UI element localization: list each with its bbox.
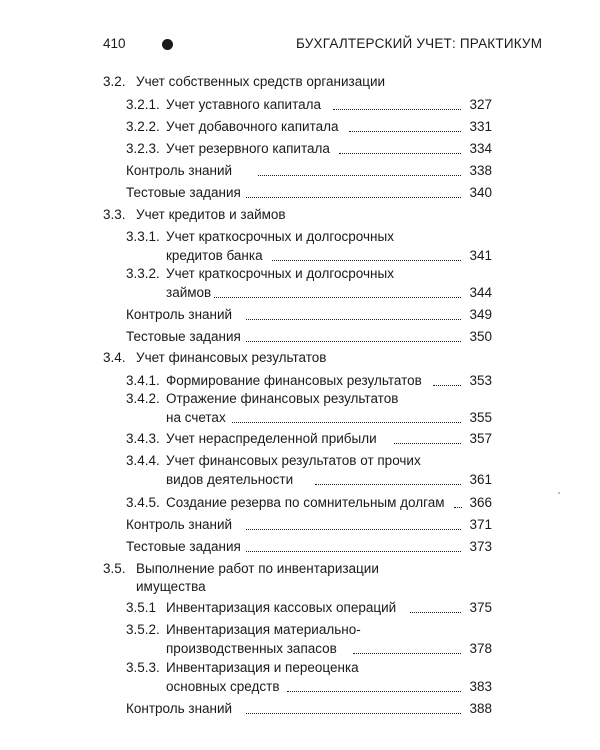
toc-title-continued: на счетах <box>166 410 226 425</box>
toc-number: 3.3.1. <box>126 229 160 244</box>
toc-number: 3.5.2. <box>126 622 160 637</box>
toc-title: Инвентаризация материально- <box>166 622 361 637</box>
toc-page: 344 <box>469 285 492 300</box>
toc-page: 383 <box>469 679 492 694</box>
dot-leader <box>246 527 461 530</box>
toc-page: 366 <box>469 495 492 510</box>
toc-number: 3.4.3. <box>126 431 160 446</box>
toc-title: Тестовые задания <box>126 539 241 554</box>
dot-leader <box>246 339 461 342</box>
dot-leader <box>339 151 461 154</box>
toc-title: Контроль знаний <box>126 163 233 178</box>
toc-number: 3.2.2. <box>126 119 160 134</box>
toc-title: Контроль знаний <box>126 701 233 716</box>
toc-page: 375 <box>469 600 492 615</box>
toc-number: 3.4.4. <box>126 453 160 468</box>
toc-title: Контроль знаний <box>126 517 233 532</box>
dot-leader <box>214 295 461 298</box>
page-header <box>0 36 600 56</box>
dot-leader <box>272 258 461 261</box>
toc-number: 3.4.1. <box>126 373 160 388</box>
dot-leader <box>315 482 461 485</box>
toc-title: Инвентаризация и переоценка <box>166 660 359 675</box>
dot-leader <box>410 610 461 613</box>
toc-title: Тестовые задания <box>126 185 241 200</box>
toc-page: 340 <box>469 185 492 200</box>
toc-number: 3.4.2. <box>126 391 160 406</box>
toc-number: 3.4.5. <box>126 495 160 510</box>
toc-title: Учет кредитов и займов <box>136 207 286 222</box>
toc-title: Тестовые задания <box>126 329 241 344</box>
toc-number: 3.4. <box>103 350 126 365</box>
toc-page: 378 <box>469 641 492 656</box>
dot-leader <box>246 317 461 320</box>
dot-leader <box>433 383 461 386</box>
toc-title: Отражение финансовых результатов <box>166 391 399 406</box>
toc-title: Учет краткосрочных и долгосрочных <box>166 266 394 281</box>
toc-title-continued: займов <box>166 285 212 300</box>
toc-title: Выполнение работ по инвентаризации <box>136 561 379 576</box>
toc-title: Инвентаризация кассовых операций <box>166 600 397 615</box>
toc-number: 3.5.1 <box>126 600 157 615</box>
dot-leader <box>246 549 461 552</box>
toc-page: 355 <box>469 410 492 425</box>
toc-title-continued: основных средств <box>166 679 280 694</box>
toc-title: Учет собственных средств организации <box>136 74 386 89</box>
dot-leader <box>333 107 461 110</box>
toc-page: 373 <box>469 539 492 554</box>
toc-title: Учет финансовых результатов от прочих <box>166 453 421 468</box>
toc-number: 3.3. <box>103 207 126 222</box>
toc-title: Учет резервного капитала <box>166 141 330 156</box>
dot-leader <box>287 689 461 692</box>
running-head: БУХГАЛТЕРСКИЙ УЧЕТ: ПРАКТИКУМ <box>296 36 543 51</box>
toc-page: 388 <box>469 701 492 716</box>
toc-page: 353 <box>469 373 492 388</box>
dot-leader <box>232 420 461 423</box>
toc-page: 371 <box>469 517 492 532</box>
toc-page: 338 <box>469 163 492 178</box>
toc-title-continued: имущества <box>136 579 206 594</box>
toc-page: 331 <box>469 119 492 134</box>
toc-number: 3.5.3. <box>126 660 160 675</box>
page-number: 410 <box>103 36 126 51</box>
toc-page: 350 <box>469 329 492 344</box>
toc-number: 3.2.3. <box>126 141 160 156</box>
toc-page: 357 <box>469 431 492 446</box>
toc-page: 341 <box>469 248 492 263</box>
dot-leader <box>349 129 461 132</box>
toc-title: Формирование финансовых результатов <box>166 373 422 388</box>
toc-title: Учет добавочного капитала <box>166 119 339 134</box>
toc-title: Создание резерва по сомнительным долгам <box>166 495 445 510</box>
toc-title: Контроль знаний <box>126 307 233 322</box>
dot-leader <box>246 195 461 198</box>
bullet-ornament <box>162 39 173 50</box>
toc-title: Учет уставного капитала <box>166 97 321 112</box>
toc-page: 349 <box>469 307 492 322</box>
dot-leader <box>246 711 461 714</box>
scan-speck <box>558 492 560 494</box>
dot-leader <box>454 505 462 508</box>
toc-title-continued: производственных запасов <box>166 641 337 656</box>
toc-number: 3.5. <box>103 561 126 576</box>
toc-title: Учет финансовых результатов <box>136 350 327 365</box>
toc-page: 327 <box>469 97 492 112</box>
toc-number: 3.2.1. <box>126 97 160 112</box>
dot-leader <box>353 651 461 654</box>
toc-page: 334 <box>469 141 492 156</box>
toc-title: Учет краткосрочных и долгосрочных <box>166 229 394 244</box>
dot-leader <box>258 173 461 176</box>
toc-page: 361 <box>469 472 492 487</box>
toc-title-continued: видов деятельности <box>166 472 294 487</box>
toc-title-continued: кредитов банка <box>166 248 263 263</box>
toc-number: 3.3.2. <box>126 266 160 281</box>
toc-number: 3.2. <box>103 74 126 89</box>
dot-leader <box>394 441 461 444</box>
toc-title: Учет нераспределенной прибыли <box>166 431 377 446</box>
